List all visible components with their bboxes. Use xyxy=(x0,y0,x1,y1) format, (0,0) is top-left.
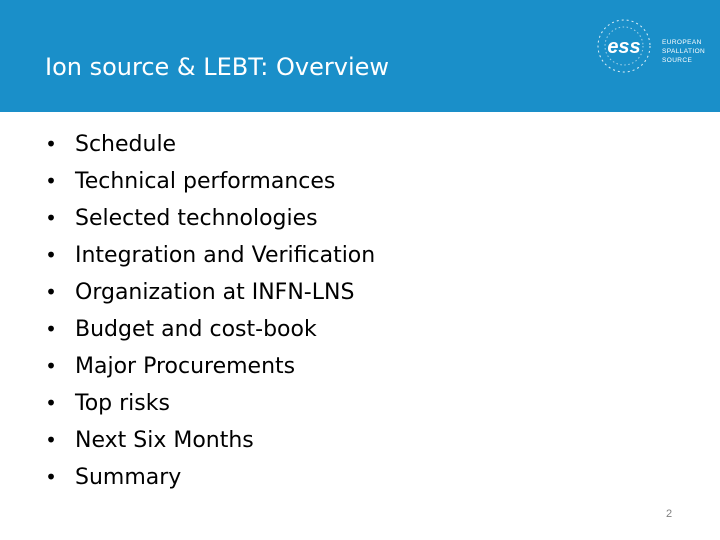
bullet-marker: • xyxy=(45,391,57,415)
list-item-text: Technical performances xyxy=(75,169,336,194)
bullet-marker: • xyxy=(45,206,57,230)
ess-wordmark xyxy=(662,38,705,65)
list-item-text: Schedule xyxy=(75,132,177,157)
page-number: 2 xyxy=(666,508,673,520)
ess-logo xyxy=(592,18,710,76)
list-item-text: Top risks xyxy=(75,391,170,416)
bullet-marker: • xyxy=(45,465,57,489)
list-item-text: Budget and cost-book xyxy=(75,317,317,342)
list-item-text: Summary xyxy=(75,465,182,490)
list-item-text: Organization at INFN-LNS xyxy=(75,280,355,305)
ess-wordmark-line: EUROPEAN xyxy=(662,39,702,46)
ess-wordmark-line: SPALLATION xyxy=(662,48,706,55)
ess-logo-mark: ess xyxy=(607,36,641,58)
bullet-marker: • xyxy=(45,428,57,452)
bullet-marker: • xyxy=(45,169,57,193)
list-item-text: Major Procurements xyxy=(75,354,296,379)
bullet-marker: • xyxy=(45,243,57,267)
bullet-marker: • xyxy=(45,280,57,304)
ess-logo-icon xyxy=(592,18,662,76)
list-item-text: Next Six Months xyxy=(75,428,254,453)
slide-title: Ion source & LEBT: Overview xyxy=(45,53,390,81)
bullet-marker: • xyxy=(45,317,57,341)
slide-header xyxy=(0,0,720,112)
list-item-text: Selected technologies xyxy=(75,206,318,231)
ess-wordmark-line: SOURCE xyxy=(662,57,693,64)
list-item-text: Integration and Verification xyxy=(75,243,376,268)
bullet-marker: • xyxy=(45,354,57,378)
bullet-marker: • xyxy=(45,132,57,156)
